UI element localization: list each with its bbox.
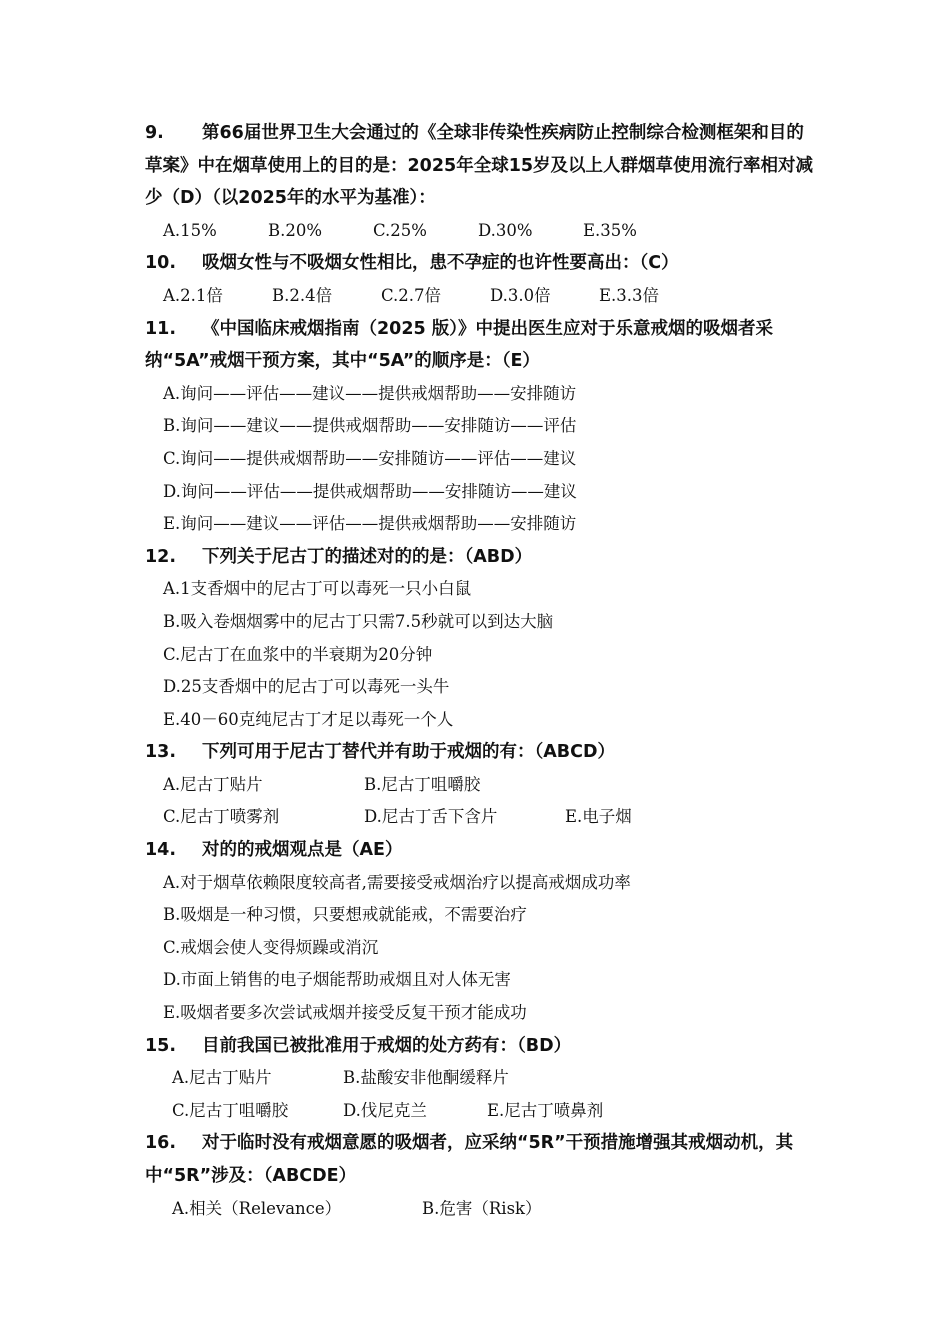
option-c: C.25% <box>373 220 427 240</box>
option-c: C.尼古丁喷雾剂 <box>163 807 280 827</box>
question-text: 对的的戒烟观点是（AE） <box>202 840 403 861</box>
option-b: B.询问——建议——提供戒烟帮助——安排随访——评估 <box>163 416 577 436</box>
option-a: A.相关（Relevance） <box>172 1198 342 1218</box>
question-10 <box>145 247 815 280</box>
question-number: 11. <box>145 318 177 339</box>
option-d: D.伐尼克兰 <box>343 1100 427 1120</box>
question-text: 目前我国已被批准用于戒烟的处方药有：（BD） <box>202 1035 572 1056</box>
option-e: E.3.3倍 <box>599 285 660 305</box>
option-e: E.吸烟者要多次尝试戒烟并接受反复干预才能成功 <box>163 1003 527 1023</box>
option-d: D.30% <box>478 220 533 240</box>
option-d: D.3.0倍 <box>490 285 551 305</box>
option-b: B.吸烟是一种习惯，只要想戒就能戒，不需要治疗 <box>163 905 527 925</box>
question-number: 16. <box>145 1133 177 1154</box>
question-13 <box>145 736 815 769</box>
option-d: D.25支香烟中的尼古丁可以毒死一头牛 <box>163 677 450 697</box>
option-row <box>145 801 815 834</box>
option-e: E.35% <box>583 220 637 240</box>
option-e: E.尼古丁喷鼻剂 <box>487 1100 604 1120</box>
question-number: 14. <box>145 840 177 861</box>
question-number: 13. <box>145 742 177 763</box>
option-a: A.对于烟草依赖限度较高者,需要接受戒烟治疗以提高戒烟成功率 <box>163 872 631 892</box>
option-a: A.2.1倍 <box>163 285 223 305</box>
option-e: E.40－60克纯尼古丁才足以毒死一个人 <box>163 709 454 729</box>
option-row <box>145 280 815 313</box>
option-b: B.盐酸安非他酮缓释片 <box>343 1068 509 1088</box>
option-b: B.尼古丁咀嚼胶 <box>364 774 481 794</box>
option-c: C.尼古丁在血浆中的半衰期为20分钟 <box>163 644 433 664</box>
option-b: B.20% <box>268 220 323 240</box>
question-text: 吸烟女性与不吸烟女性相比，患不孕症的也许性要高出：（C） <box>202 253 679 274</box>
option-a: A.1支香烟中的尼古丁可以毒死一只小白鼠 <box>163 579 472 599</box>
question-text: 《中国临床戒烟指南（2025 版）》中提出医生应对于乐意戒烟的吸烟者采纳“5A”戒烟干预方案，其中“5A”的顺序是：（E） <box>145 318 774 372</box>
option-c: C.询问——提供戒烟帮助——安排随访——评估——建议 <box>163 448 577 468</box>
question-16 <box>145 1127 815 1192</box>
option-d: D.尼古丁舌下含片 <box>364 807 498 827</box>
question-text: 下列可用于尼古丁替代并有助于戒烟的有：（ABCD） <box>202 742 616 763</box>
question-15 <box>145 1030 815 1063</box>
option-row <box>145 769 815 802</box>
question-text: 下列关于尼古丁的描述对的的是：（ABD） <box>202 546 533 567</box>
option-a: A.尼古丁贴片 <box>163 774 263 794</box>
option-c: C.2.7倍 <box>381 285 442 305</box>
question-9 <box>145 117 815 215</box>
option-c: C.戒烟会使人变得烦躁或消沉 <box>163 937 379 957</box>
option-d: D.询问——评估——提供戒烟帮助——安排随访——建议 <box>163 481 577 501</box>
option-b: B.吸入卷烟烟雾中的尼古丁只需7.5秒就可以到达大脑 <box>163 611 554 631</box>
question-14 <box>145 834 815 867</box>
option-row <box>145 215 815 248</box>
question-11 <box>145 313 815 378</box>
option-b: B.危害（Risk） <box>422 1198 542 1218</box>
option-a: A.询问——评估——建议——提供戒烟帮助——安排随访 <box>163 383 577 403</box>
option-e: E.电子烟 <box>565 807 632 827</box>
option-b: B.2.4倍 <box>272 285 333 305</box>
document-page <box>145 117 815 1225</box>
option-a: A.15% <box>163 220 217 240</box>
question-number: 9. <box>145 123 164 143</box>
option-row <box>145 1095 815 1128</box>
question-text: 对于临时没有戒烟意愿的吸烟者，应采纳“5R”干预措施增强其戒烟动机，其中“5R”涉及：（ABCDE） <box>145 1133 794 1186</box>
option-c: C.尼古丁咀嚼胶 <box>172 1100 289 1120</box>
option-row <box>145 1193 815 1226</box>
option-a: A.尼古丁贴片 <box>172 1068 272 1088</box>
option-e: E.询问——建议——评估——提供戒烟帮助——安排随访 <box>163 514 577 534</box>
question-text: 第66届世界卫生大会通过的《全球非传染性疾病防止控制综合检测框架和目的草案》中在烟草使用上的目的是：2025年全球15岁及以上人群烟草使用流行率相对减少（D）（以2025年的水平为基准）： <box>145 123 814 209</box>
option-d: D.市面上销售的电子烟能帮助戒烟且对人体无害 <box>163 970 511 990</box>
question-number: 15. <box>145 1035 177 1056</box>
option-row <box>145 1062 815 1095</box>
question-12 <box>145 541 815 574</box>
question-number: 10. <box>145 253 177 274</box>
question-number: 12. <box>145 546 177 567</box>
